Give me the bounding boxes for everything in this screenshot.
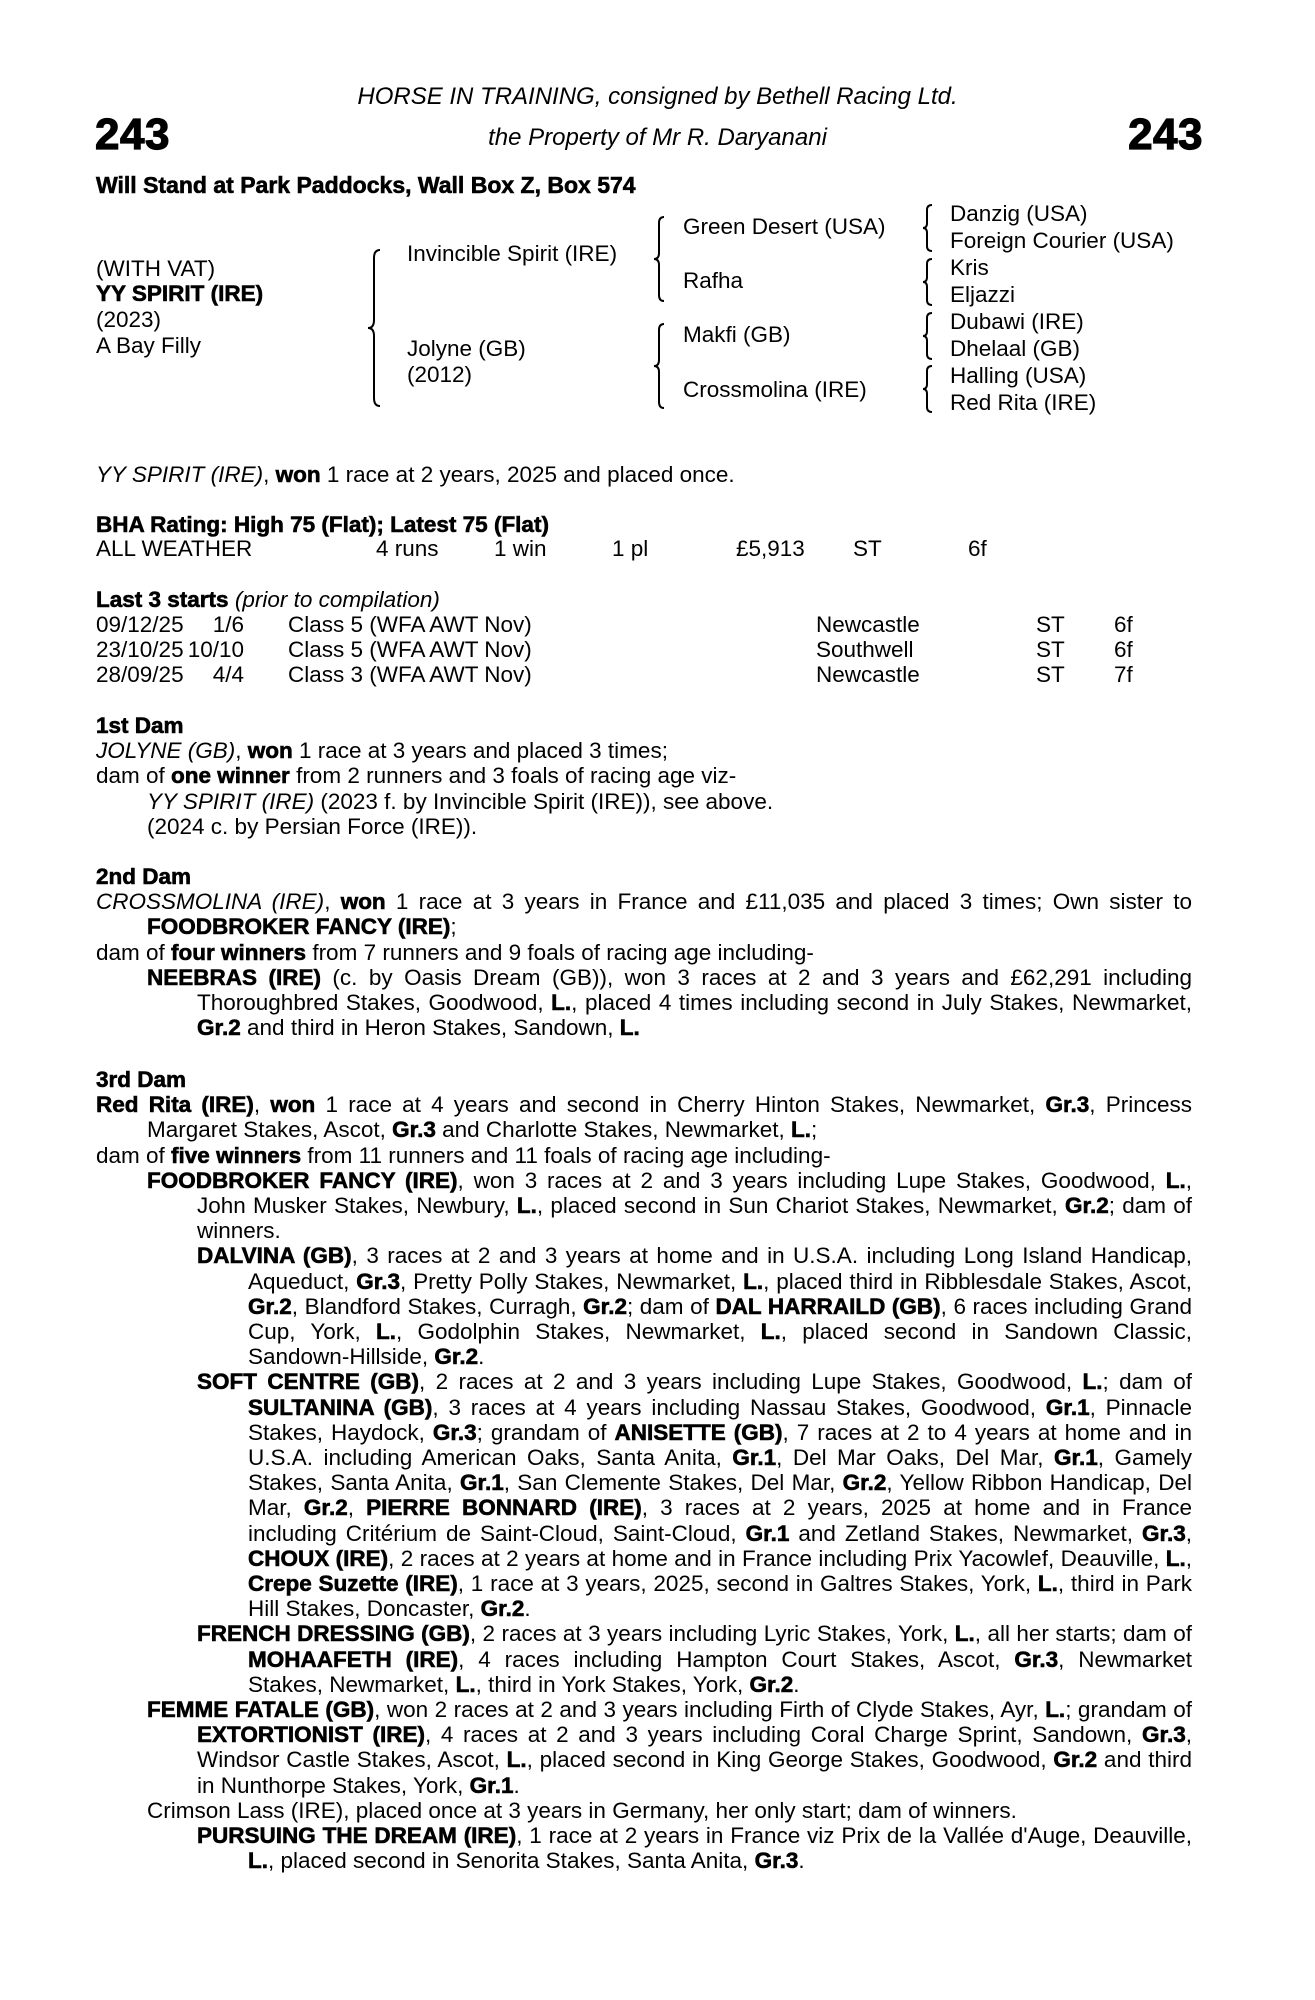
text: (2023 f. by Invincible Spirit (IRE)), see above. — [314, 788, 774, 814]
bold-text: L. — [516, 1193, 537, 1218]
dam-paragraph — [197, 1369, 1193, 1622]
bold-text: Gr.3 — [356, 1268, 400, 1294]
rating-surface: ALL WEATHER — [96, 536, 253, 561]
dam-paragraph — [96, 1092, 1192, 1143]
text: , Princess Margaret Stakes, Ascot, — [147, 1092, 1192, 1143]
bold-text: EXTORTIONIST (IRE) — [197, 1722, 425, 1748]
pedigree-brace-main — [366, 248, 386, 408]
text: , Windsor Castle Stakes, Ascot, — [197, 1722, 1192, 1773]
text: , 2 races at 2 and 3 years including Lupe Stakes, Goodwood, — [418, 1369, 1083, 1395]
stand-location: Will Stand at Park Paddocks, Wall Box Z, Box 574 — [96, 172, 636, 198]
bold-text: Gr.2 — [434, 1344, 479, 1370]
property-line: the Property of Mr R. Daryanani — [488, 124, 827, 151]
text: , Blandford Stakes, Curragh, — [291, 1293, 584, 1319]
bold-text: one winner — [171, 763, 290, 789]
bold-text: won — [275, 462, 321, 487]
bold-text: Gr.2 — [248, 1293, 292, 1319]
text: and Charlotte Stakes, Newmarket, — [435, 1117, 792, 1143]
text: ; grandam of — [1065, 1697, 1192, 1722]
bold-text: Gr.1 — [1045, 1394, 1090, 1420]
text: dam of — [96, 763, 172, 789]
start-course: Newcastle — [816, 612, 920, 637]
text: 1 race at 2 years, 2025 and placed once. — [320, 462, 735, 487]
last-start-row — [96, 612, 1196, 637]
bold-text: PIERRE BONNARD (IRE) — [366, 1495, 642, 1521]
rating-record-row — [96, 536, 1196, 561]
bold-text: ANISETTE (GB) — [614, 1419, 783, 1445]
text: 1 race at 3 years and placed 3 times; — [292, 738, 668, 764]
text: , 1 race at 3 years, 2025, second in Galtres Stakes, York, — [457, 1571, 1038, 1597]
dam-paragraph — [96, 738, 1192, 764]
lot-number-left: 243 — [95, 110, 170, 159]
bold-text: L. — [760, 1319, 781, 1344]
pedigree-dam-sire: Makfi (GB) — [683, 322, 791, 347]
bold-text: Gr.3 — [1014, 1646, 1059, 1672]
bold-text: FOODBROKER FANCY (IRE) — [147, 914, 451, 940]
text: , 2 races at 2 years at home and in France including Prix Yacowlef, Deauville, — [388, 1545, 1166, 1571]
text: , 3 races at 4 years including Nassau Stakes, Goodwood, — [432, 1394, 1046, 1420]
pedigree-sire-sire: Green Desert (USA) — [683, 214, 886, 239]
text: ; dam of — [626, 1293, 716, 1319]
pedigree-g3: Kris — [950, 255, 989, 280]
horse-name: YY SPIRIT (IRE) — [96, 281, 264, 306]
bold-text: DAL HARRAILD (GB) — [715, 1293, 941, 1319]
start-date: 28/09/25 — [96, 662, 184, 687]
dam-paragraph — [96, 939, 1192, 965]
bold-text: won — [340, 889, 386, 915]
start-position: 10/10 — [187, 637, 244, 662]
text: , placed second in Sun Chariot Stakes, Newmarket, — [536, 1193, 1065, 1218]
text: , third in York Stakes, York, — [475, 1671, 750, 1697]
horse-year: (2023) — [96, 307, 162, 332]
italic-text: JOLYNE (GB) — [96, 738, 236, 764]
bold-text: four winners — [171, 939, 307, 965]
bold-text: CHOUX (IRE) — [248, 1545, 389, 1571]
dam-paragraph — [96, 763, 1192, 789]
bold-text: Gr.2 — [480, 1596, 525, 1622]
bold-text: Gr.3 — [1141, 1722, 1186, 1748]
text: . — [793, 1671, 800, 1697]
text: , — [263, 462, 276, 487]
dam-paragraph — [197, 1621, 1193, 1697]
pedigree-brace-g3-3 — [921, 311, 935, 361]
bold-text: Gr.3 — [1045, 1092, 1090, 1118]
text: , — [1185, 1545, 1193, 1571]
text: , — [324, 889, 341, 915]
text: , 4 races including Hampton Court Stakes, Ascot, — [458, 1646, 1015, 1672]
text: ; dam of — [1102, 1369, 1192, 1395]
bold-text: L. — [1045, 1697, 1066, 1722]
text: and third in Nunthorpe Stakes, York, — [197, 1747, 1192, 1798]
rating-runs: 4 runs — [376, 536, 439, 561]
dam-paragraph — [147, 788, 1192, 814]
bold-text: Gr.1 — [745, 1520, 790, 1546]
bold-text: L. — [376, 1319, 396, 1344]
bold-text: L. — [743, 1268, 764, 1294]
bold-text: L. — [954, 1621, 975, 1647]
bold-text: Gr.3 — [1141, 1520, 1186, 1546]
pedigree-g3: Dhelaal (GB) — [950, 336, 1081, 361]
dam-paragraph — [197, 1243, 1193, 1370]
race-summary — [96, 462, 1192, 487]
text: , placed second in King George Stakes, Goodwood, — [526, 1747, 1054, 1773]
bold-text: Gr.3 — [432, 1419, 477, 1445]
bold-text: NEEBRAS (IRE) — [147, 964, 321, 990]
italic-text: CROSSMOLINA (IRE) — [96, 889, 325, 915]
bold-text: L. — [248, 1848, 268, 1874]
text: from 7 runners and 9 foals of racing age including- — [306, 939, 814, 965]
start-position: 1/6 — [212, 612, 244, 637]
last-start-row — [96, 637, 1196, 662]
text: , won 3 races at 2 and 3 years including Lupe Stakes, Goodwood, — [457, 1167, 1166, 1193]
italic-text: YY SPIRIT (IRE) — [147, 788, 315, 814]
last-starts-title: Last 3 starts — [96, 587, 229, 612]
bold-text: Gr.2 — [197, 1015, 241, 1041]
pedigree-brace-g3-2 — [921, 257, 935, 307]
pedigree-g3: Danzig (USA) — [950, 201, 1088, 226]
start-distance: 6f — [1114, 612, 1133, 637]
rating-wins: 1 win — [494, 536, 547, 561]
bold-text: Gr.2 — [303, 1495, 348, 1521]
rating-earnings: £5,913 — [736, 536, 805, 561]
pedigree-g3: Eljazzi — [950, 282, 1016, 307]
bold-text: L. — [1037, 1571, 1058, 1597]
bold-text: L. — [791, 1117, 812, 1143]
text: , 4 races at 2 and 3 years including Coral Charge Sprint, Sandown, — [424, 1722, 1142, 1748]
horse-vat: (WITH VAT) — [96, 256, 216, 281]
text: , — [347, 1495, 367, 1521]
text: , 2 races at 3 years including Lyric Stakes, York, — [469, 1621, 955, 1647]
bold-text: Gr.1 — [469, 1772, 514, 1798]
text: , Godolphin Stakes, Newmarket, — [396, 1319, 761, 1344]
text: , Newmarket Stakes, Newmarket, — [248, 1646, 1193, 1697]
text: , — [1185, 1520, 1193, 1546]
text: 1 race at 4 years and second in Cherry Hinton Stakes, Newmarket, — [315, 1092, 1046, 1118]
bold-text: MOHAAFETH (IRE) — [248, 1646, 459, 1672]
text: from 11 runners and 11 foals of racing age including- — [301, 1142, 831, 1168]
bold-text: SOFT CENTRE (GB) — [197, 1369, 419, 1395]
italic-text: YY SPIRIT (IRE) — [96, 462, 264, 487]
text: and third in Heron Stakes, Sandown, — [240, 1015, 620, 1041]
lot-number-right: 243 — [1128, 110, 1203, 159]
bold-text: Gr.2 — [1064, 1193, 1109, 1218]
bold-text: L. — [506, 1747, 527, 1773]
dam-heading: 2nd Dam — [96, 864, 192, 889]
text: ; — [450, 914, 457, 940]
dam-heading: 3rd Dam — [96, 1067, 187, 1092]
bold-text: Gr.2 — [842, 1470, 887, 1496]
bold-text: Red Rita (IRE) — [96, 1092, 254, 1118]
last-start-row — [96, 662, 1196, 687]
start-course: Newcastle — [816, 662, 920, 687]
bold-text: PURSUING THE DREAM (IRE) — [197, 1823, 517, 1848]
bold-text: L. — [1165, 1167, 1186, 1193]
dam-paragraph — [96, 889, 1192, 940]
start-going: ST — [1036, 637, 1065, 662]
dam-paragraph — [147, 1167, 1193, 1244]
text: , Pinnacle Stakes, Haydock, — [248, 1394, 1192, 1445]
pedigree-dam-year: (2012) — [407, 362, 473, 387]
text: ; dam of winners. — [197, 1193, 1192, 1244]
bold-text: SULTANINA (GB) — [248, 1394, 433, 1420]
pedigree-dam-dam: Crossmolina (IRE) — [683, 377, 867, 402]
bold-text: FEMME FATALE (GB) — [147, 1697, 375, 1722]
last-starts-note: (prior to compilation) — [234, 587, 440, 612]
pedigree-dam: Jolyne (GB) — [407, 336, 526, 361]
start-race: Class 5 (WFA AWT Nov) — [288, 637, 532, 662]
start-distance: 6f — [1114, 637, 1133, 662]
text: (2024 c. by Persian Force (IRE)). — [147, 813, 478, 839]
rating-distance: 6f — [968, 536, 987, 561]
pedigree-brace-g3-1 — [921, 203, 935, 253]
consignment-line: HORSE IN TRAINING, consigned by Bethell Racing Ltd. — [357, 83, 958, 110]
text: , won 2 races at 2 and 3 years including Firth of Clyde Stakes, Ayr, — [374, 1697, 1046, 1722]
text: , Gamely Stakes, Santa Anita, — [248, 1445, 1192, 1496]
text: , placed second in Senorita Stakes, Santa Anita, — [268, 1848, 755, 1874]
dam-paragraph — [147, 1797, 1192, 1823]
bold-text: L. — [1165, 1545, 1186, 1571]
text: 1 race at 3 years in France and £11,035 and placed 3 times; Own sister to — [385, 889, 1192, 915]
text: dam of — [96, 939, 172, 965]
bold-text: Gr.1 — [459, 1470, 504, 1496]
text: , 6 races including Grand Cup, York, — [248, 1293, 1193, 1344]
bha-rating-title: BHA Rating: High 75 (Flat); Latest 75 (Flat) — [96, 512, 549, 537]
text: from 2 runners and 3 foals of racing age viz- — [289, 763, 737, 789]
text: , Pretty Polly Stakes, Newmarket, — [399, 1268, 744, 1294]
text: (c. by Oasis Dream (GB)), won 3 races at 2 and 3 years and £62,291 including Thoroughbred Stakes, Goodwood, — [197, 964, 1193, 1015]
bold-text: Gr.2 — [583, 1293, 627, 1319]
dam-paragraph — [197, 1823, 1192, 1874]
text: . — [524, 1596, 531, 1622]
start-course: Southwell — [816, 637, 914, 662]
text: , Yellow Ribbon Handicap, Del Mar, — [248, 1470, 1192, 1521]
text: , placed second in Sandown Classic, Sandown-Hillside, — [248, 1319, 1192, 1370]
bold-text: Gr.3 — [754, 1848, 799, 1874]
bold-text: Gr.2 — [1053, 1747, 1098, 1773]
text: ; grandam of — [476, 1419, 615, 1445]
start-going: ST — [1036, 662, 1065, 687]
text: , — [235, 738, 248, 764]
text: , Del Mar Oaks, Del Mar, — [776, 1445, 1054, 1470]
bold-text: L. — [1082, 1369, 1103, 1395]
start-position: 4/4 — [212, 662, 244, 687]
horse-description: A Bay Filly — [96, 333, 202, 358]
dam-heading: 1st Dam — [96, 713, 184, 738]
bold-text: DALVINA (GB) — [197, 1243, 352, 1269]
text: and Zetland Stakes, Newmarket, — [789, 1520, 1142, 1546]
dam-paragraph — [147, 964, 1193, 1041]
start-race: Class 3 (WFA AWT Nov) — [288, 662, 532, 687]
last-starts-heading — [96, 587, 440, 612]
pedigree-brace-dam — [652, 322, 668, 412]
text: , all her starts; dam of — [974, 1621, 1192, 1647]
start-race: Class 5 (WFA AWT Nov) — [288, 612, 532, 637]
text: , placed third in Ribblesdale Stakes, Ascot, — [763, 1268, 1192, 1294]
rating-going: ST — [853, 536, 882, 561]
bold-text: won — [247, 738, 293, 764]
bold-text: L. — [551, 990, 572, 1015]
text: , 7 races at 2 to 4 years at home and in U.S.A. including American Oaks, Santa Anita, — [248, 1419, 1192, 1470]
text: , 3 races at 2 years, 2025 at home and in France including Critérium de Saint-Cloud, Saint-Cloud, — [248, 1495, 1192, 1546]
bold-text: L. — [619, 1015, 640, 1041]
bold-text: FRENCH DRESSING (GB) — [197, 1621, 470, 1647]
text: , third in Park Hill Stakes, Doncaster, — [248, 1571, 1192, 1622]
start-going: ST — [1036, 612, 1065, 637]
pedigree-g3: Dubawi (IRE) — [950, 309, 1084, 334]
bold-text: Gr.3 — [392, 1117, 436, 1143]
text: Crimson Lass (IRE), placed once at 3 years in Germany, her only start; dam of winners. — [147, 1797, 1017, 1823]
bold-text: Gr.2 — [749, 1671, 794, 1697]
bold-text: L. — [455, 1671, 476, 1697]
start-distance: 7f — [1114, 662, 1133, 687]
bold-text: Crepe Suzette (IRE) — [248, 1571, 458, 1597]
start-date: 09/12/25 — [96, 612, 184, 637]
text: , — [253, 1092, 271, 1118]
dam-paragraph — [147, 813, 1192, 839]
dam-paragraph — [96, 1142, 1192, 1168]
pedigree-brace-g3-4 — [921, 364, 935, 414]
text: , 1 race at 2 years in France viz Prix de la Vallée d'Auge, Deauville, — [516, 1823, 1192, 1848]
text: , placed 4 times including second in July Stakes, Newmarket, — [571, 990, 1192, 1015]
start-date: 23/10/25 — [96, 637, 184, 662]
text: ; — [811, 1117, 818, 1143]
rating-places: 1 pl — [612, 536, 649, 561]
bold-text: five winners — [171, 1142, 302, 1168]
text: , San Clemente Stakes, Del Mar, — [503, 1470, 843, 1496]
text: . — [798, 1848, 805, 1874]
bold-text: FOODBROKER FANCY (IRE) — [147, 1167, 458, 1193]
pedigree-g3: Red Rita (IRE) — [950, 390, 1097, 415]
pedigree-g3: Foreign Courier (USA) — [950, 228, 1174, 253]
text: , John Musker Stakes, Newbury, — [197, 1167, 1193, 1218]
bold-text: won — [270, 1092, 316, 1118]
bold-text: Gr.1 — [1053, 1445, 1098, 1470]
text: . — [513, 1772, 520, 1798]
pedigree-sire-dam: Rafha — [683, 268, 744, 293]
text: , 3 races at 2 and 3 years at home and in U.S.A. including Long Island Handicap, Aqueduct, — [248, 1243, 1193, 1294]
text: . — [478, 1344, 485, 1370]
bold-text: Gr.1 — [732, 1445, 777, 1470]
dam-paragraph — [147, 1697, 1192, 1798]
pedigree-brace-sire — [652, 215, 668, 305]
text: dam of — [96, 1142, 172, 1168]
pedigree-sire: Invincible Spirit (IRE) — [407, 241, 618, 266]
pedigree-g3: Halling (USA) — [950, 363, 1087, 388]
